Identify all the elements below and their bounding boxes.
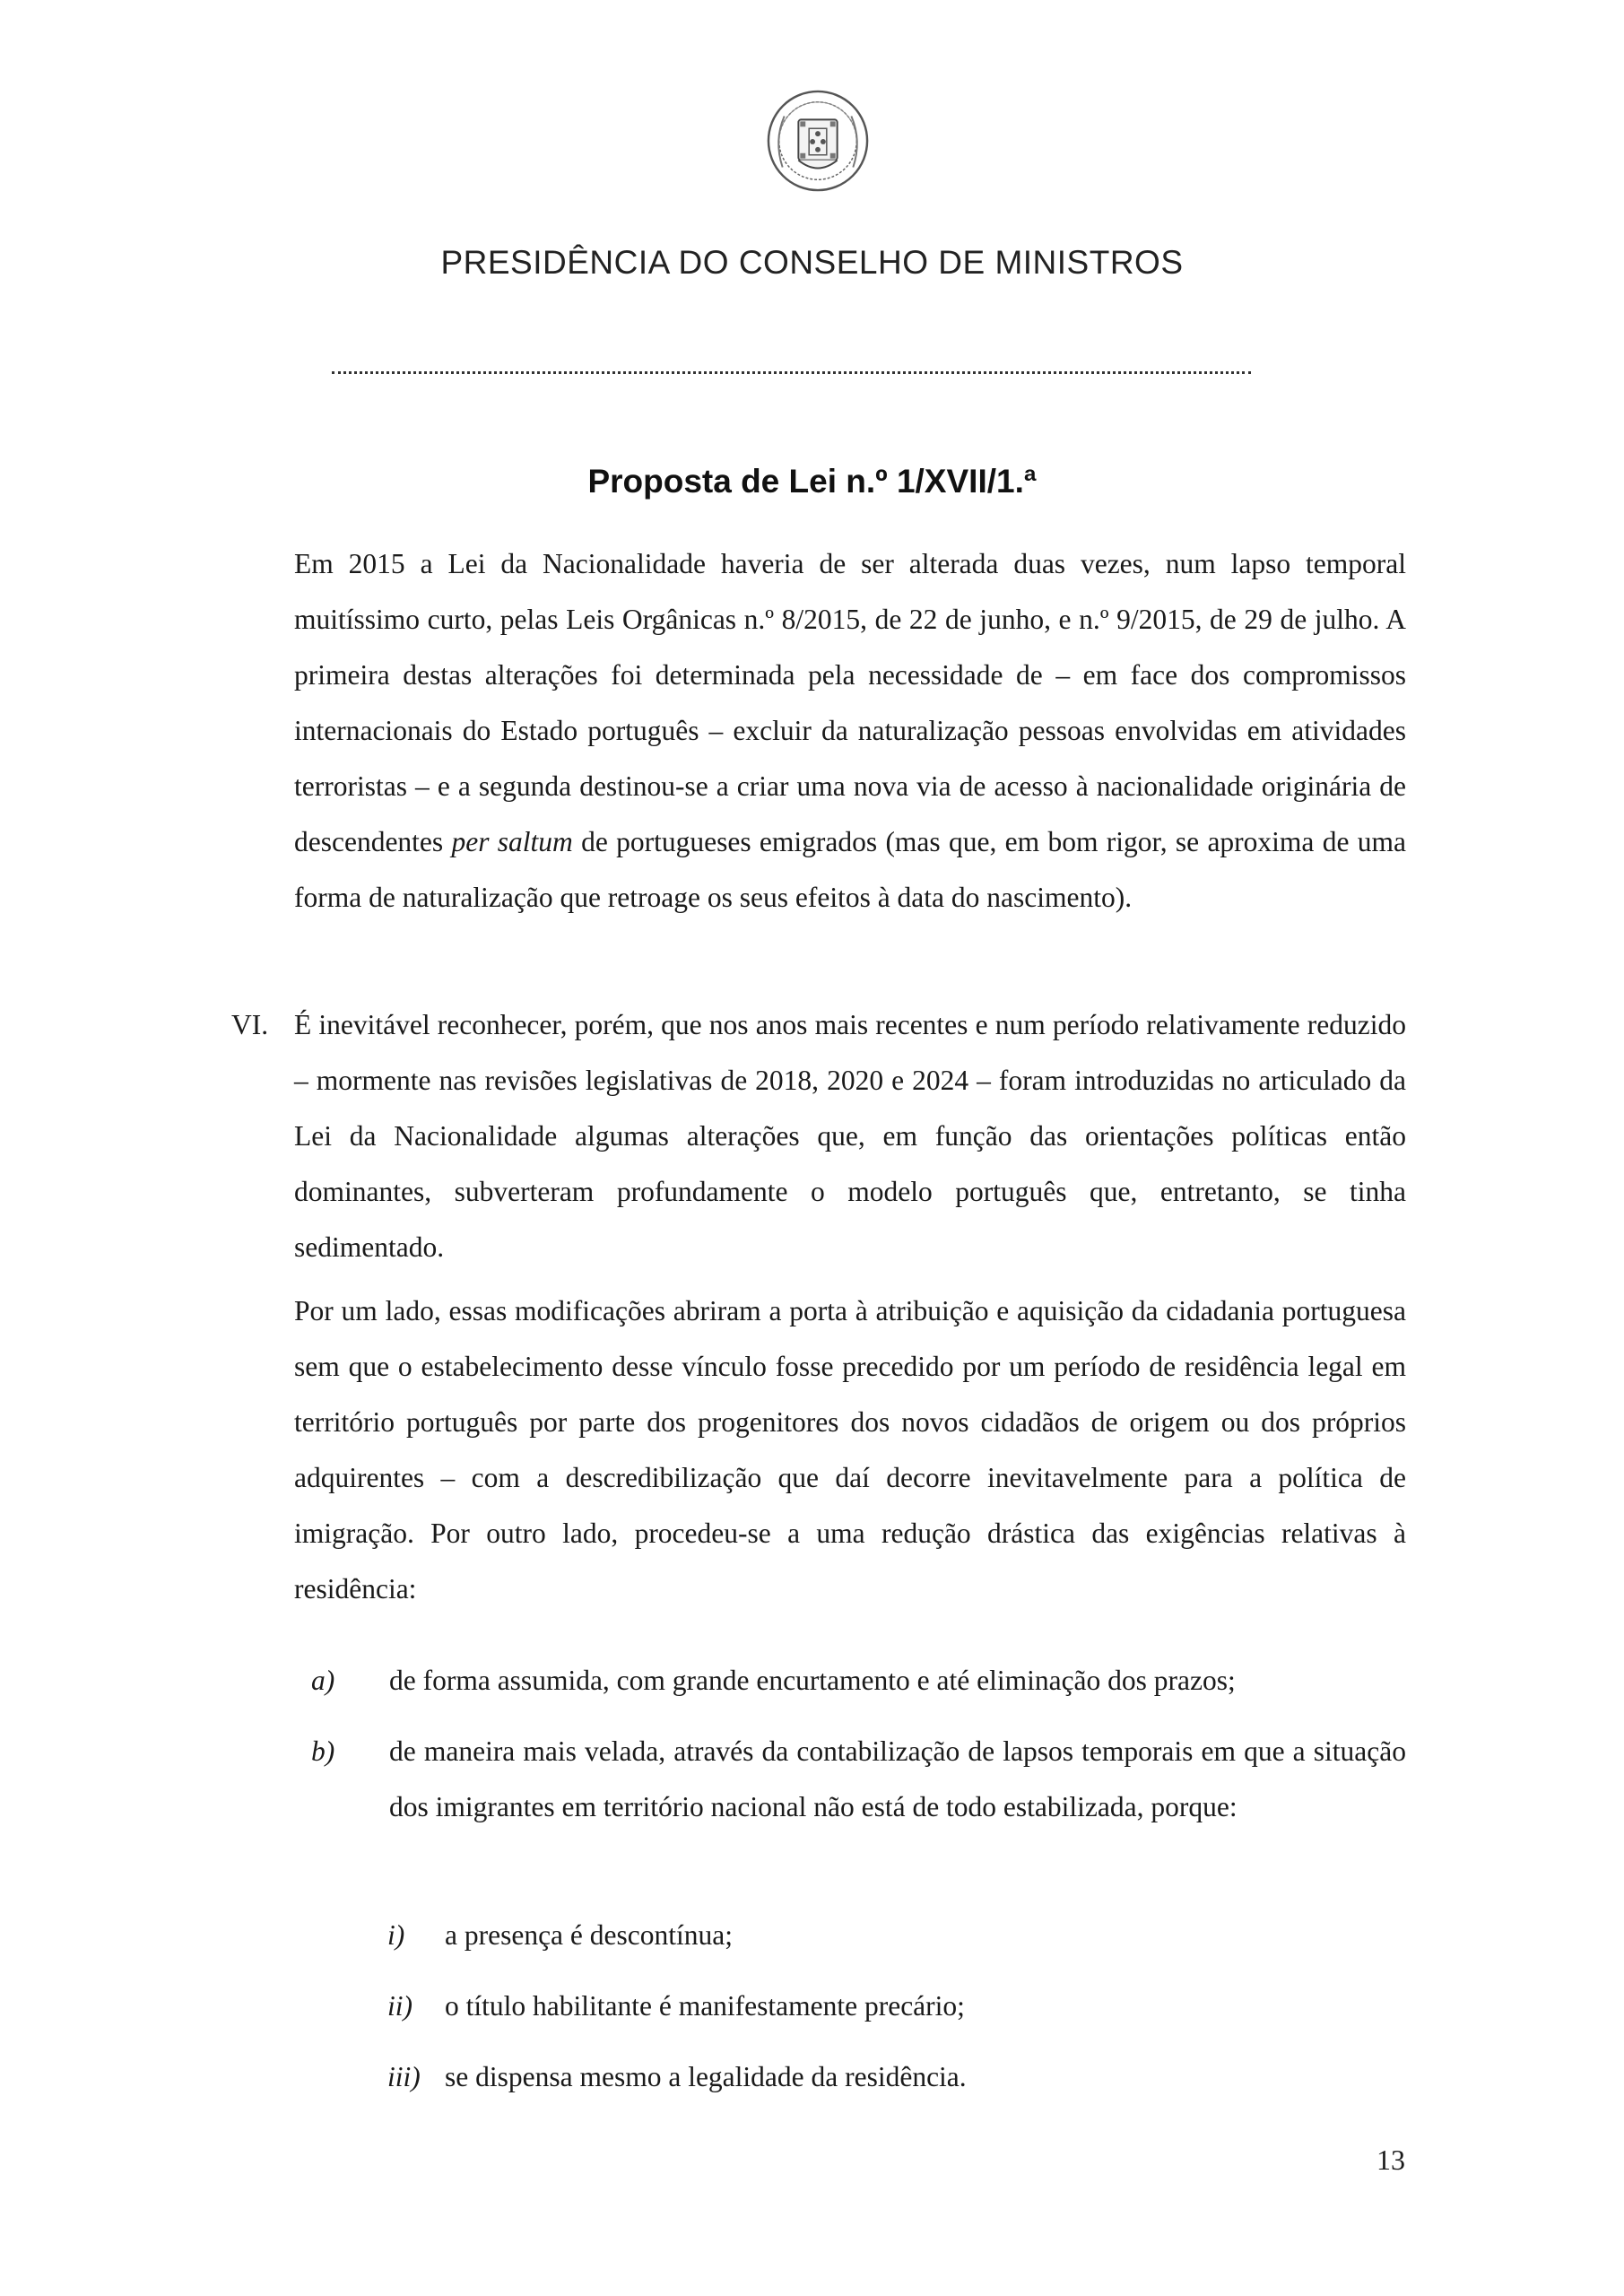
latin-term: per saltum — [451, 826, 573, 857]
sub-item-label: iii) — [387, 2061, 421, 2092]
section-vi-text: É inevitável reconhecer, porém, que nos anos mais recentes e num período relativamente reduzido – mormente nas revisões legislativas de 2018, 2020 e 2024 – foram introduzidas no articulado da Lei da Nacionalidade algumas alterações que, em função das orientações políticas então dominantes, subverteram profundamente o modelo português que, entretanto, se tinha sedimentado. — [294, 1009, 1406, 1263]
list-item-label: b) — [311, 1735, 335, 1767]
sub-item-text: se dispensa mesmo a legalidade da residência. — [445, 2061, 967, 2092]
page-number: 13 — [1376, 2144, 1405, 2176]
institution-header: PRESIDÊNCIA DO CONSELHO DE MINISTROS — [440, 244, 1184, 281]
list-item-text: de maneira mais velada, através da contabilização de lapsos temporais em que a situação dos imigrantes em território nacional não está de todo estabilizada, porque: — [389, 1735, 1406, 1822]
header-divider — [332, 371, 1251, 374]
coat-of-arms-seal-icon — [765, 88, 871, 194]
document-title: Proposta de Lei n.º 1/XVII/1.ª — [587, 463, 1037, 500]
paragraph-text: de portugueses emigrados (mas que, em bom rigor, se aproxima de uma forma de naturalização que retroage os seus efeitos à data do nascimento). — [294, 826, 1406, 913]
list-item-label: a) — [311, 1665, 335, 1696]
sub-item-label: ii) — [387, 1990, 413, 2022]
paragraph-modifications: Por um lado, essas modificações abriram a porta à atribuição e aquisição da cidadania portuguesa sem que o estabelecimento desse vínculo fosse precedido por um período de residência legal em território português por parte dos progenitores dos novos cidadãos de origem ou dos próprios adquirentes – com a descredibilização que daí decorre inevitavelmente para a política de imigração. Por outro lado, procedeu-se a uma redução drástica das exigências relativas à residência: — [294, 1295, 1406, 1605]
sub-item-text: a presença é descontínua; — [445, 1919, 733, 1951]
list-item-text: de forma assumida, com grande encurtamento e até eliminação dos prazos; — [389, 1665, 1236, 1696]
section-number: VI. — [231, 1009, 269, 1040]
sub-item-label: i) — [387, 1919, 405, 1951]
sub-item-text: o título habilitante é manifestamente precário; — [445, 1990, 965, 2022]
paragraph-nationality-law-2015 — [294, 536, 1406, 926]
paragraph-text: Em 2015 a Lei da Nacionalidade haveria de ser alterada duas vezes, num lapso temporal muitíssimo curto, pelas Leis Orgânicas n.º 8/2015, de 22 de junho, e n.º 9/2015, de 29 de julho. A primeira destas alterações foi determinada pela necessidade de – em face dos compromissos internacionais do Estado português – excluir da naturalização pessoas envolvidas em atividades terroristas – e a segunda destinou-se a criar uma nova via de acesso à nacionalidade originária de descendentes — [294, 548, 1406, 857]
